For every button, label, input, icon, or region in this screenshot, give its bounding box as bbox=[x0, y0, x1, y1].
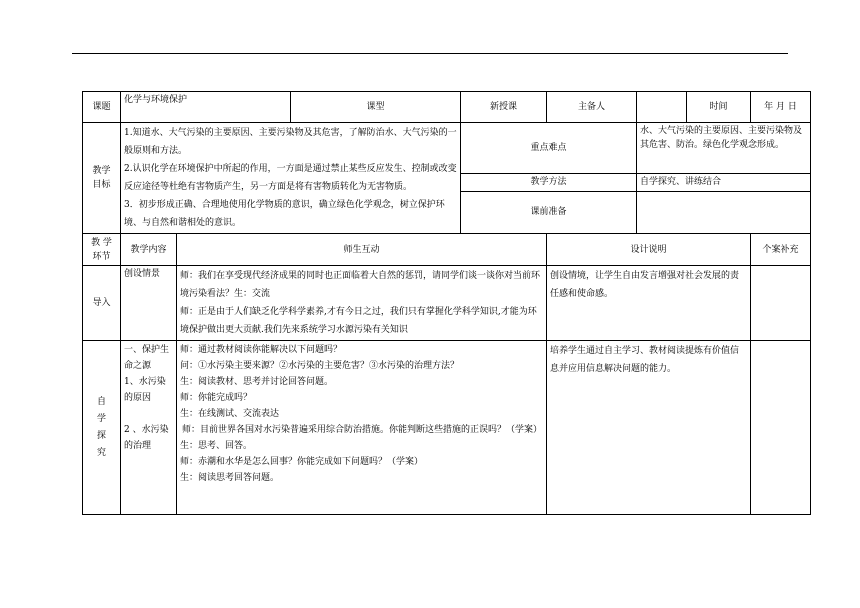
dialogue-line: 师：目前世界各国对水污染普遍采用综合防治措施。你能判断这些措施的正误吗？（学案） bbox=[182, 425, 543, 435]
time-value: 年 月 日 bbox=[751, 92, 811, 123]
goals-row bbox=[83, 123, 811, 174]
design-header: 设计说明 bbox=[547, 234, 751, 266]
explore-supplement bbox=[751, 341, 811, 515]
intro-design: 创设情境，让学生自由发言增强对社会发展的责任感和使命感。 bbox=[547, 266, 751, 341]
time-label: 时间 bbox=[687, 92, 751, 123]
interaction-header: 师生互动 bbox=[177, 234, 547, 266]
dialogue-line: 师：你能完成吗？ bbox=[180, 393, 253, 403]
content-header: 教学内容 bbox=[121, 234, 177, 266]
goals-label: 教学 目标 bbox=[83, 123, 121, 234]
explore-phase: 自 学 探 究 bbox=[83, 341, 121, 515]
dialogue-line: 师：赤潮和水华是怎么回事？你能完成如下问题吗？（学案） bbox=[180, 457, 424, 467]
goal-item: 3．初步形成正确、合理地使用化学物质的意识，确立绿色化学观念，树立保护环境、与自然和谐相处的意识。 bbox=[124, 200, 445, 228]
dialogue-line: 生：在线测试、交流表达 bbox=[180, 409, 280, 419]
supplement-header: 个案补充 bbox=[751, 234, 811, 266]
intro-interaction bbox=[177, 266, 547, 341]
dialogue-line: 师：正是由于人们缺乏化学科学素养,才有今日之过，我们只有掌握化学科学知识,才能为环境保护做出更大贡献.我们先来系统学习水源污染有关知识 bbox=[180, 307, 537, 335]
prep-value bbox=[637, 191, 811, 233]
dialogue-line: 问：①水污染主要来源？②水污染的主要危害？③水污染的治理方法？ bbox=[180, 361, 460, 371]
goal-item: 1.知道水、大气污染的主要原因、主要污染物及其危害，了解防治水、大气污染的一般原则和方法。 bbox=[124, 128, 457, 156]
phase-header: 教 学 环节 bbox=[83, 234, 121, 266]
explore-content: 一、保护生命之源 1、水污染的原因 2 、水污染的治理 bbox=[121, 341, 177, 515]
prep-label: 课前准备 bbox=[461, 191, 637, 233]
topic-value: 化学与环境保护 bbox=[121, 92, 291, 123]
intro-row bbox=[83, 266, 811, 341]
header-row bbox=[83, 92, 811, 123]
explore-row bbox=[83, 341, 811, 515]
dialogue-line: 生：阅读教材、思考并讨论回答问题。 bbox=[180, 377, 334, 387]
dialogue-line: 生：思考、回答。 bbox=[180, 441, 253, 451]
dialogue-line: 生：阅读思考回答问题。 bbox=[180, 473, 280, 483]
key-points-value: 水、大气污染的主要原因、主要污染物及其危害、防治。绿色化学观念形成。 bbox=[637, 123, 811, 174]
intro-phase: 导入 bbox=[83, 266, 121, 341]
explore-interaction bbox=[177, 341, 547, 515]
method-label: 教学方法 bbox=[461, 173, 637, 191]
method-value: 自学探究、讲练结合 bbox=[637, 173, 811, 191]
goal-item: 2.认识化学在环境保护中所起的作用，一方面是通过禁止某些反应发生、控制或改变反应途径等杜绝有害物质产生，另一方面是将有害物质转化为无害物质。 bbox=[124, 164, 457, 192]
topic-label: 课题 bbox=[83, 92, 121, 123]
explore-design: 培养学生通过自主学习、教材阅读提炼有价值信息并应用信息解决问题的能力。 bbox=[547, 341, 751, 515]
header-rule bbox=[72, 53, 788, 54]
lesson-plan-table bbox=[82, 91, 811, 515]
column-header-row bbox=[83, 234, 811, 266]
goals-list bbox=[121, 123, 461, 234]
preparer-label: 主备人 bbox=[547, 92, 637, 123]
intro-content: 创设情景 bbox=[121, 266, 177, 341]
course-type-value: 新授课 bbox=[461, 92, 547, 123]
preparer-value bbox=[637, 92, 687, 123]
dialogue-line: 师：通过教材阅读你能解决以下问题吗？ bbox=[180, 345, 343, 355]
key-points-label: 重点难点 bbox=[461, 123, 637, 174]
intro-supplement bbox=[751, 266, 811, 341]
dialogue-line: 师：我们在享受现代经济成果的同时也正面临着大自然的惩罚，请同学们谈一谈你对当前环境污染看法？生：交流 bbox=[180, 271, 541, 299]
course-type-label: 课型 bbox=[291, 92, 461, 123]
